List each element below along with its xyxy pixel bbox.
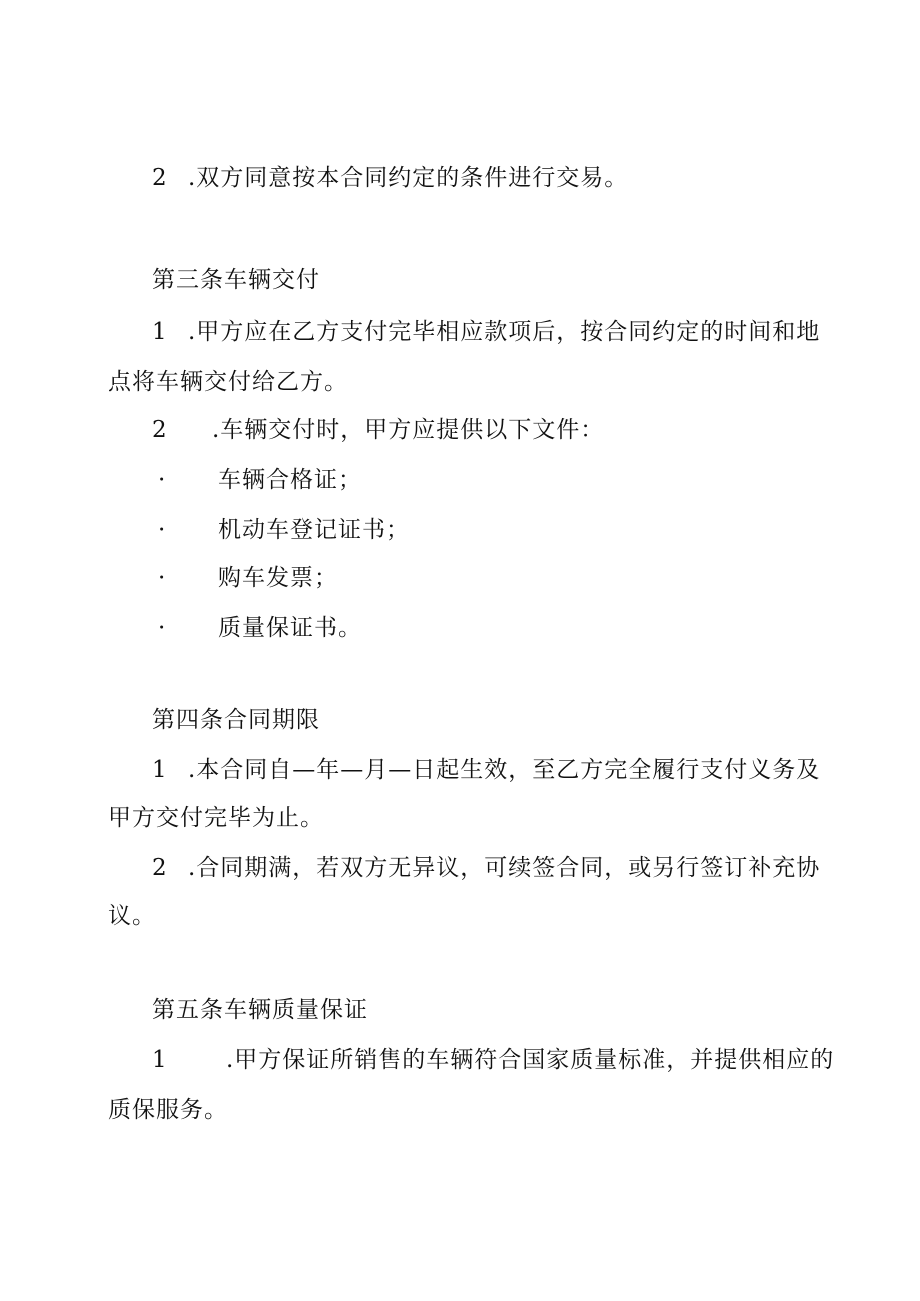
clause-4-2-continuation: 议。 <box>108 903 156 929</box>
clause-4-1-continuation: 甲方交付完毕为止。 <box>108 805 324 831</box>
section-4-heading: 第四条合同期限 <box>152 707 320 733</box>
clause-number: 2 <box>152 417 168 443</box>
clause-4-1 <box>152 756 820 784</box>
clause-text: .双方同意按本合同约定的条件进行交易。 <box>187 165 629 191</box>
clause-number: 2 <box>152 855 168 881</box>
bullet-icon: · <box>158 467 166 493</box>
clause-4-2 <box>152 854 820 882</box>
clause-number: 2 <box>152 165 168 191</box>
list-item-text: 车辆合格证； <box>218 467 362 493</box>
list-item-text: 购车发票； <box>218 565 338 591</box>
clause-text: .合同期满，若双方无异议，可续签合同，或另行签订补充协 <box>187 855 821 881</box>
clause-3-1 <box>152 318 820 346</box>
bullet-icon: · <box>158 615 166 641</box>
bullet-icon: · <box>158 517 166 543</box>
clause-text: .甲方应在乙方支付完毕相应款项后，按合同约定的时间和地 <box>187 319 821 345</box>
list-item-text: 机动车登记证书； <box>218 517 410 543</box>
clause-text: .甲方保证所销售的车辆符合国家质量标准，并提供相应的 <box>225 1047 835 1073</box>
clause-text: .车辆交付时，甲方应提供以下文件： <box>211 417 605 443</box>
clause-2-2 <box>152 164 628 192</box>
section-3-heading: 第三条车辆交付 <box>152 267 320 293</box>
clause-5-1 <box>152 1046 834 1074</box>
list-item-text: 质量保证书。 <box>218 615 362 641</box>
clause-text: .本合同自—年—月—日起生效，至乙方完全履行支付义务及 <box>187 757 821 783</box>
section-5-heading: 第五条车辆质量保证 <box>152 997 368 1023</box>
clause-3-2 <box>152 416 604 444</box>
clause-3-1-continuation: 点将车辆交付给乙方。 <box>108 369 348 395</box>
clause-number: 1 <box>152 1047 168 1073</box>
clause-5-1-continuation: 质保服务。 <box>108 1097 228 1123</box>
bullet-icon: · <box>158 565 166 591</box>
clause-number: 1 <box>152 319 168 345</box>
clause-number: 1 <box>152 757 168 783</box>
